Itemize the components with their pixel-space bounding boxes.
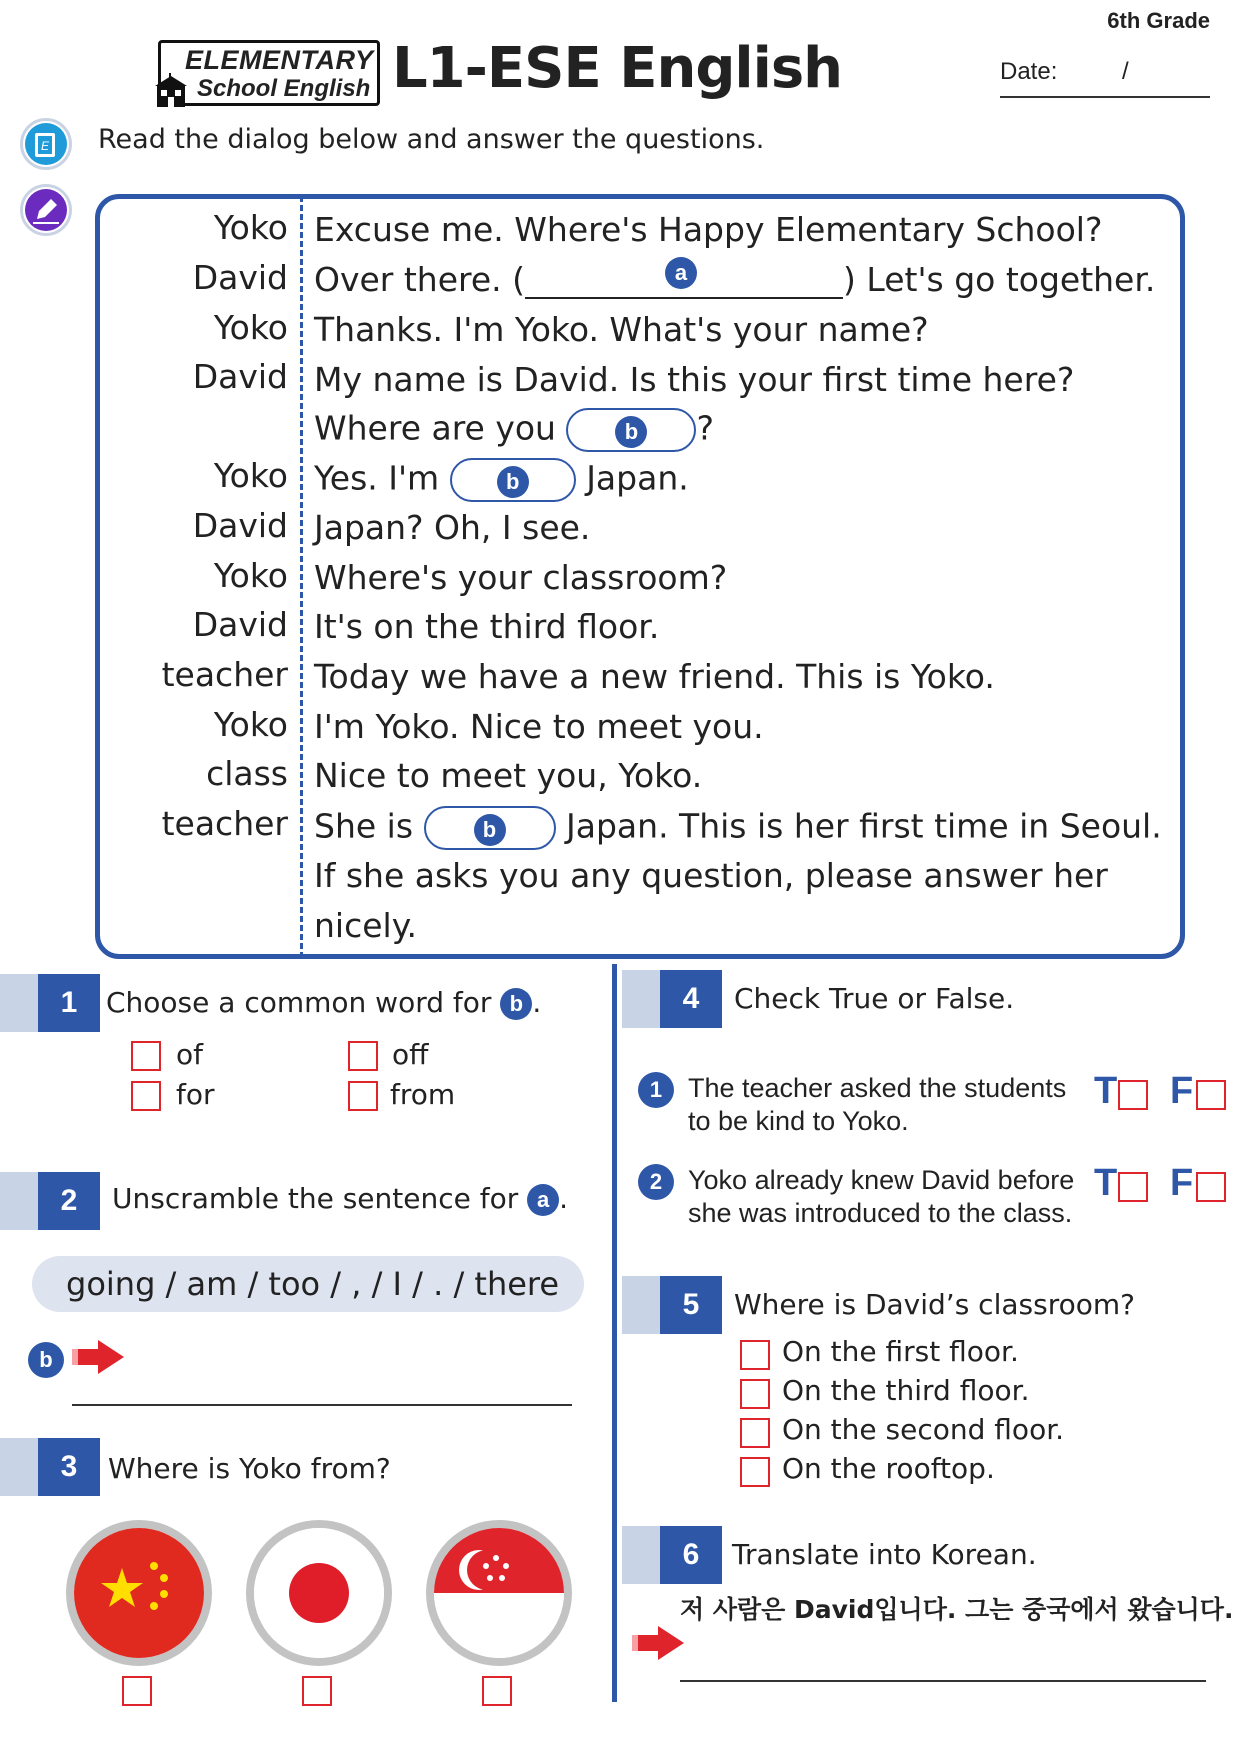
question-1-label: Choose a common word for — [106, 986, 492, 1019]
scramble-words: going / am / too / , / I / . / there — [32, 1256, 584, 1312]
dialog-line: Today we have a new friend. This is Yoko. — [314, 657, 995, 696]
answer-line-q6[interactable] — [680, 1680, 1206, 1682]
badge-a: a — [527, 1184, 559, 1216]
question-1-text — [106, 986, 541, 1020]
arrow-right-icon — [630, 1624, 686, 1662]
dialog-line-text: ? — [696, 408, 714, 448]
dialog-line: If she asks you any question, please answer her — [314, 856, 1108, 895]
option-of: of — [176, 1038, 203, 1071]
period: . — [559, 1182, 569, 1215]
flag-singapore-icon[interactable] — [426, 1520, 572, 1666]
speaker-label: Yoko — [213, 208, 288, 247]
tf-statement-1 — [688, 1072, 1066, 1138]
dialog-line-text: ) Let's go together. — [843, 260, 1156, 299]
dialog-line: nicely. — [314, 906, 418, 945]
date-slash: / — [1122, 58, 1129, 85]
question-6-text: Translate into Korean. — [732, 1538, 1037, 1571]
dialog-line-text: She is — [314, 806, 414, 846]
tf-statement-line: The teacher asked the students — [688, 1073, 1067, 1103]
option-for: for — [176, 1078, 215, 1111]
dialog-line: Excuse me. Where's Happy Elementary School? — [314, 210, 1103, 249]
speaker-label: Yoko — [213, 556, 288, 595]
question-number-4: 4 — [622, 970, 722, 1028]
option-first-floor: On the first floor. — [782, 1335, 1019, 1368]
true-label: T — [1094, 1162, 1118, 1204]
question-4-text: Check True or False. — [734, 982, 1015, 1015]
question-2-text — [112, 1182, 568, 1216]
column-separator — [612, 964, 617, 1702]
question-number-6: 6 — [622, 1526, 722, 1584]
dialog-line-text: Japan. — [586, 458, 689, 498]
period: . — [532, 986, 542, 1019]
checkbox-rooftop[interactable] — [740, 1457, 770, 1487]
speaker-label: class — [206, 754, 288, 793]
badge-b: b — [615, 416, 647, 448]
checkbox-first-floor[interactable] — [740, 1340, 770, 1370]
date-field-line[interactable] — [1000, 96, 1210, 98]
question-2-label: Unscramble the sentence for — [112, 1182, 519, 1215]
speaker-label: Yoko — [213, 705, 288, 744]
checkbox-third-floor[interactable] — [740, 1379, 770, 1409]
dialog-line: I'm Yoko. Nice to meet you. — [314, 707, 764, 746]
question-number-2: 2 — [0, 1172, 100, 1230]
option-third-floor: On the third floor. — [782, 1374, 1030, 1407]
option-off: off — [392, 1038, 429, 1071]
speaker-label: Yoko — [213, 456, 288, 495]
pencil-icon — [20, 184, 72, 236]
speaker-label: David — [192, 258, 288, 297]
answer-marker — [28, 1342, 64, 1378]
question-5-text: Where is David’s classroom? — [734, 1288, 1135, 1321]
item-number: 2 — [638, 1164, 674, 1200]
svg-text:E: E — [40, 139, 50, 153]
checkbox-true-1[interactable] — [1118, 1080, 1148, 1110]
checkbox-singapore[interactable] — [482, 1676, 512, 1706]
blank-b[interactable] — [566, 408, 696, 452]
speaker-label: David — [192, 357, 288, 396]
arrow-right-icon — [70, 1338, 126, 1376]
speaker-label: David — [192, 506, 288, 545]
page-title: L1-ESE English — [392, 36, 843, 101]
item-number: 1 — [638, 1072, 674, 1108]
speaker-label: teacher — [161, 655, 288, 694]
checkbox-second-floor[interactable] — [740, 1418, 770, 1448]
blank-a[interactable] — [525, 261, 843, 299]
dialog-line: Japan? Oh, I see. — [314, 508, 591, 547]
checkbox-false-1[interactable] — [1196, 1080, 1226, 1110]
false-label: F — [1170, 1162, 1194, 1204]
dialog-line — [314, 806, 1162, 850]
dialog-line: Thanks. I'm Yoko. What's your name? — [314, 310, 929, 349]
speaker-label: teacher — [161, 804, 288, 843]
dialog-line: My name is David. Is this your first time here? — [314, 360, 1075, 399]
badge-b: b — [28, 1342, 64, 1378]
book-icon — [20, 118, 72, 170]
badge-b: b — [497, 466, 529, 498]
date-label: Date: — [1000, 58, 1058, 85]
true-label: T — [1094, 1070, 1118, 1112]
checkbox-japan[interactable] — [302, 1676, 332, 1706]
option-rooftop: On the rooftop. — [782, 1452, 995, 1485]
option-from: from — [390, 1078, 456, 1111]
checkbox-from[interactable] — [348, 1081, 378, 1111]
dialog-line — [314, 408, 714, 452]
question-number-5: 5 — [622, 1276, 722, 1334]
option-second-floor: On the second floor. — [782, 1413, 1065, 1446]
checkbox-china[interactable] — [122, 1676, 152, 1706]
dialog-line: It's on the third floor. — [314, 607, 660, 646]
dialog-line-text: Over there. ( — [314, 260, 526, 299]
flag-japan-icon[interactable] — [246, 1520, 392, 1666]
logo-line2: School English — [197, 75, 371, 102]
dialog-line-text: Yes. I'm — [314, 458, 440, 498]
answer-line-q2[interactable] — [72, 1404, 572, 1406]
flag-china-icon[interactable] — [66, 1520, 212, 1666]
dialog-divider — [300, 196, 303, 958]
blank-b[interactable] — [424, 806, 556, 850]
grade-label: 6th Grade — [1107, 8, 1210, 33]
dialog-line-text: Japan. This is her first time in Seoul. — [566, 806, 1162, 846]
checkbox-true-2[interactable] — [1118, 1172, 1148, 1202]
badge-b: b — [500, 988, 532, 1020]
speaker-label: Yoko — [213, 308, 288, 347]
false-label: F — [1170, 1070, 1194, 1112]
badge-b: b — [474, 814, 506, 846]
checkbox-false-2[interactable] — [1196, 1172, 1226, 1202]
checkbox-for[interactable] — [131, 1081, 161, 1111]
korean-sentence: 저 사람은 David입니다. 그는 중국에서 왔습니다. — [680, 1595, 1234, 1624]
dialog-line: Where's your classroom? — [314, 558, 728, 597]
checkbox-off[interactable] — [348, 1041, 378, 1071]
logo — [158, 40, 380, 106]
dialog-line-text: Where are you — [314, 408, 556, 448]
school-icon — [153, 73, 189, 107]
tf-statement-line: Yoko already knew David before — [688, 1165, 1075, 1195]
badge-a: a — [665, 257, 697, 289]
tf-statement-line: she was introduced to the class. — [688, 1198, 1073, 1228]
dialog-line: Nice to meet you, Yoko. — [314, 756, 703, 795]
question-number-3: 3 — [0, 1438, 100, 1496]
blank-b[interactable] — [450, 458, 576, 502]
dialog-line — [314, 458, 689, 502]
question-3-text: Where is Yoko from? — [108, 1452, 391, 1485]
instruction-text: Read the dialog below and answer the questions. — [98, 124, 765, 155]
logo-line1: ELEMENTARY — [185, 45, 374, 75]
speaker-label: David — [192, 605, 288, 644]
tf-statement-2 — [688, 1164, 1074, 1230]
question-number-1: 1 — [0, 974, 100, 1032]
checkbox-of[interactable] — [131, 1041, 161, 1071]
tf-statement-line: to be kind to Yoko. — [688, 1106, 909, 1136]
dialog-line — [314, 260, 1155, 299]
